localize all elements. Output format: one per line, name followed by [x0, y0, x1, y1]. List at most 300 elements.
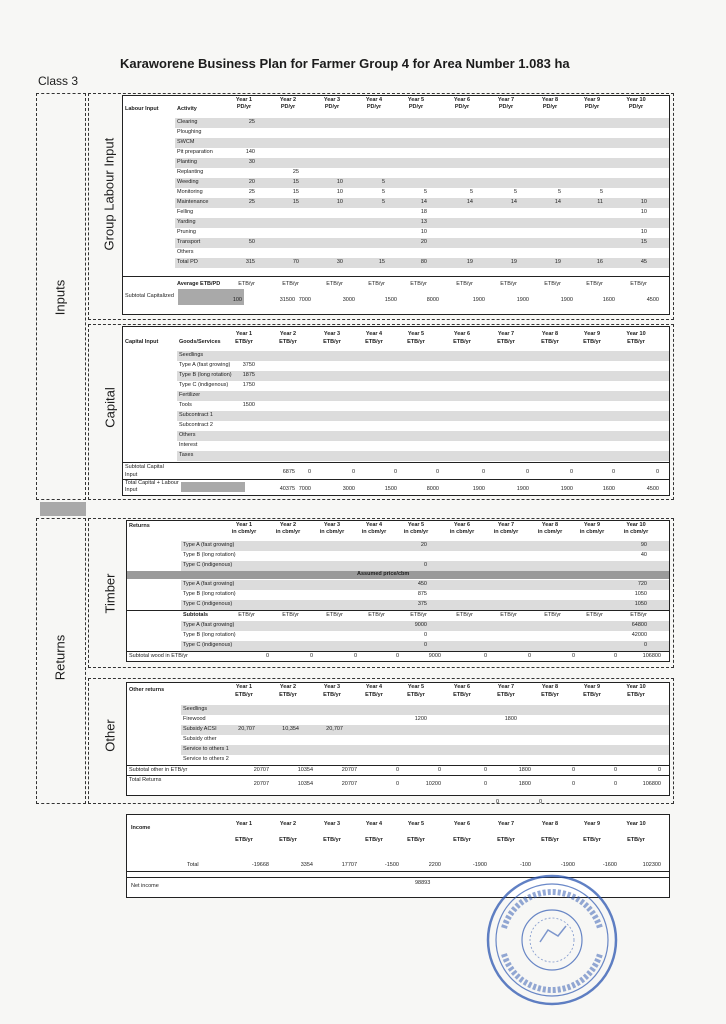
row-label: Subsidy ACSI: [183, 726, 217, 732]
row-label: Subcontract 2: [179, 422, 213, 428]
subtotal-value: 3000: [342, 297, 355, 303]
year-header: Year 5: [407, 522, 425, 528]
row-label: Pruning: [177, 229, 196, 235]
year-header: Year 5: [407, 684, 425, 690]
unit-header: ETB/yr: [365, 339, 383, 345]
unit-header: ETB/yr: [279, 692, 297, 698]
unit-header: in cbm/yr: [623, 529, 649, 535]
unit-header: ETB/yr: [365, 837, 383, 843]
row-value: 30: [248, 159, 255, 165]
unit-header: ETB/yr: [627, 339, 645, 345]
row-value: 64800: [631, 622, 647, 628]
row-label: Yarding: [177, 219, 196, 225]
row-value: 40: [640, 552, 647, 558]
row-label: Seedlings: [183, 706, 208, 712]
unit-header: ETB/yr: [365, 692, 383, 698]
subtotal-value: 0: [353, 653, 357, 659]
year-header: Year 3: [323, 522, 341, 528]
unit-header: ETB/yr: [627, 692, 645, 698]
row-value: 10: [640, 229, 647, 235]
row-value: 10: [336, 189, 343, 195]
subtotals-unit: ETB/yr: [500, 612, 517, 618]
year-header: Year 9: [583, 522, 601, 528]
year-header: Year 3: [323, 97, 341, 103]
total-capital-box: [181, 482, 245, 492]
row-label: Type C (indigenous): [179, 382, 229, 388]
unit-header: in cbm/yr: [319, 529, 345, 535]
row-value: 15: [292, 179, 299, 185]
row-label: Type C (indigenous): [183, 601, 233, 607]
unit-header: in cbm/yr: [579, 529, 605, 535]
row-value: 10: [420, 229, 427, 235]
row-value: 10: [640, 199, 647, 205]
avg-label: Average ETB/PD: [177, 281, 221, 287]
row-value: 30: [336, 259, 343, 265]
row-value: 42000: [631, 632, 647, 638]
subtotals-unit: ETB/yr: [410, 612, 427, 618]
total-value: 7000: [298, 486, 311, 492]
table-row: [181, 745, 669, 755]
unit-header: PD/yr: [628, 104, 644, 110]
avg-unit: ETB/yr: [630, 281, 647, 287]
subtotal-capitalized-label: Subtotal Capitalized: [125, 293, 174, 299]
timber-label: Timber: [102, 573, 118, 614]
row-value: 315: [245, 259, 255, 265]
subtotal-value: 0: [481, 469, 485, 475]
page-title: Karaworene Business Plan for Farmer Group 4 for Area Number 1.083 ha: [120, 56, 570, 71]
other-returns-table: [126, 682, 670, 796]
unit-header: ETB/yr: [407, 692, 425, 698]
row-value: 90: [640, 542, 647, 548]
row-value: 5: [381, 179, 385, 185]
goods-header: Goods/Services: [179, 339, 221, 345]
row-value: 25: [248, 119, 255, 125]
row-label: Transport: [177, 239, 201, 245]
subtotal-value: 8000: [426, 297, 439, 303]
row-value: 50: [248, 239, 255, 245]
official-stamp: [482, 870, 622, 1010]
year-header: Year 5: [407, 97, 425, 103]
row-label: Others: [179, 432, 196, 438]
row-value: 19: [466, 259, 473, 265]
year-header: Year 5: [407, 821, 425, 827]
subtotals-unit: ETB/yr: [238, 612, 255, 618]
row-value: 1875: [242, 372, 255, 378]
row-value: 15: [292, 189, 299, 195]
total-value: 40375: [279, 486, 295, 492]
subtotal-value: 1900: [560, 297, 573, 303]
unit-header: PD/yr: [280, 104, 296, 110]
row-label: Type B (long rotation): [183, 591, 236, 597]
row-value: 16: [596, 259, 603, 265]
unit-header: ETB/yr: [541, 339, 559, 345]
year-header: Year 4: [365, 684, 383, 690]
row-label: Maintenance: [177, 199, 209, 205]
year-header: Year 1: [235, 331, 253, 337]
unit-header: ETB/yr: [583, 837, 601, 843]
row-value: 10: [336, 179, 343, 185]
unit-header: in cbm/yr: [449, 529, 475, 535]
total-value: 20707: [341, 781, 357, 787]
unit-header: ETB/yr: [497, 837, 515, 843]
subtotal-value: 1900: [516, 297, 529, 303]
year-header: Year 3: [323, 821, 341, 827]
year-header: Year 8: [541, 97, 559, 103]
income-total-value: -1500: [384, 862, 399, 868]
row-label: Others: [177, 249, 194, 255]
subtotal-value: 0: [351, 469, 355, 475]
unit-header: ETB/yr: [583, 339, 601, 345]
unit-header: PD/yr: [408, 104, 424, 110]
year-header: Year 7: [497, 684, 515, 690]
year-header: Year 1: [235, 522, 253, 528]
unit-header: ETB/yr: [453, 837, 471, 843]
unit-header: ETB/yr: [235, 692, 253, 698]
row-value: 1050: [634, 591, 647, 597]
unit-header: ETB/yr: [323, 692, 341, 698]
row-value: 45: [640, 259, 647, 265]
total-value: 4500: [646, 486, 659, 492]
subtotal-value: 0: [613, 653, 617, 659]
subtotal-value: 1800: [518, 767, 531, 773]
row-value: 70: [292, 259, 299, 265]
total-value: 0: [395, 781, 399, 787]
other-subtotal-label: Subtotal other in ETB/yr: [129, 767, 188, 773]
subtotal-value: 1900: [472, 297, 485, 303]
row-value: 14: [466, 199, 473, 205]
row-value: 5: [469, 189, 473, 195]
subtotals-unit: ETB/yr: [456, 612, 473, 618]
row-label: Total PD: [177, 259, 198, 265]
year-header: Year 6: [453, 821, 471, 827]
row-label: Type B (long rotation): [183, 632, 236, 638]
income-total-value: 102300: [642, 862, 661, 868]
avg-unit: ETB/yr: [410, 281, 427, 287]
table-row: [175, 128, 669, 138]
row-label: Type A (fast growing): [183, 542, 235, 548]
subtotal-value: 0: [435, 469, 439, 475]
unit-header: ETB/yr: [235, 837, 253, 843]
year-header: Year 4: [365, 331, 383, 337]
row-value: 5: [381, 199, 385, 205]
year-header: Year 10: [626, 821, 646, 827]
row-value: 0: [423, 562, 427, 568]
unit-header: PD/yr: [324, 104, 340, 110]
row-value: 19: [510, 259, 517, 265]
unit-header: ETB/yr: [407, 339, 425, 345]
total-value: 20707: [253, 781, 269, 787]
row-value: 0: [423, 632, 427, 638]
subtotal-value: 0: [393, 469, 397, 475]
year-header: Year 2: [279, 684, 297, 690]
subtotal-value: 20707: [341, 767, 357, 773]
row-value: 5: [381, 189, 385, 195]
income-label: Income: [131, 825, 151, 831]
subtotal-value: 1600: [602, 297, 615, 303]
row-label: Pit preparation: [177, 149, 213, 155]
subtotal-value: 0: [307, 469, 311, 475]
subtotal-value: 0: [395, 767, 399, 773]
subtotal-value: 0: [483, 767, 487, 773]
row-label: Type A (fast growing): [183, 581, 235, 587]
unit-header: ETB/yr: [583, 692, 601, 698]
unit-header: ETB/yr: [627, 837, 645, 843]
row-value: 375: [417, 601, 427, 607]
year-header: Year 1: [235, 821, 253, 827]
row-value: 15: [292, 199, 299, 205]
table-row: [181, 755, 669, 765]
net-income-label: Net income: [131, 883, 159, 889]
row-value: 14: [510, 199, 517, 205]
row-label: Seedlings: [179, 352, 204, 358]
subtotal-value: 0: [569, 469, 573, 475]
timber-corner: Returns: [129, 523, 150, 529]
row-value: 3750: [242, 362, 255, 368]
total-value: 1500: [384, 486, 397, 492]
row-value: 15: [640, 239, 647, 245]
total-value: 10200: [425, 781, 441, 787]
subtotals-unit: ETB/yr: [326, 612, 343, 618]
avg-unit: ETB/yr: [500, 281, 517, 287]
row-value: 9000: [414, 622, 427, 628]
row-value: 25: [292, 169, 299, 175]
row-label: Service to others 2: [183, 756, 229, 762]
other-label: Other: [102, 719, 118, 752]
table-row: [177, 451, 669, 461]
unit-header: PD/yr: [542, 104, 558, 110]
subtotal-value: 9000: [428, 653, 441, 659]
unit-header: ETB/yr: [279, 339, 297, 345]
subtotal-value: 10354: [297, 767, 313, 773]
unit-header: in cbm/yr: [231, 529, 257, 535]
subtotal-value: 0: [613, 767, 617, 773]
total-value: 1900: [560, 486, 573, 492]
row-value: 5: [513, 189, 517, 195]
subtotal-value: 0: [611, 469, 615, 475]
subtotal-value: 0: [483, 653, 487, 659]
row-value: 20: [420, 239, 427, 245]
row-value: 1200: [414, 716, 427, 722]
row-value: 20,707: [238, 726, 255, 732]
total-value: 1900: [472, 486, 485, 492]
year-header: Year 3: [323, 684, 341, 690]
below-value-1: 0: [496, 799, 500, 805]
unit-header: in cbm/yr: [403, 529, 429, 535]
inputs-label: Inputs: [52, 279, 68, 316]
row-label: Ploughing: [177, 129, 202, 135]
row-label: Taxes: [179, 452, 194, 458]
year-header: Year 2: [279, 97, 297, 103]
row-label: Replanting: [177, 169, 204, 175]
year-header: Year 8: [541, 821, 559, 827]
unit-header: ETB/yr: [497, 692, 515, 698]
total-value: 1600: [602, 486, 615, 492]
avg-unit: ETB/yr: [586, 281, 603, 287]
row-value: 1750: [242, 382, 255, 388]
row-value: 1050: [634, 601, 647, 607]
year-header: Year 10: [626, 97, 646, 103]
row-label: Interest: [179, 442, 198, 448]
row-value: 25: [248, 189, 255, 195]
row-value: 25: [248, 199, 255, 205]
year-header: Year 6: [453, 331, 471, 337]
year-header: Year 7: [497, 821, 515, 827]
income-total-label: Total: [187, 862, 199, 868]
year-header: Year 10: [626, 331, 646, 337]
year-header: Year 7: [497, 97, 515, 103]
returns-label: Returns: [52, 634, 68, 681]
subtotal-value: 0: [571, 767, 575, 773]
row-value: 10: [336, 199, 343, 205]
unit-header: ETB/yr: [235, 339, 253, 345]
year-header: Year 1: [235, 684, 253, 690]
income-total-value: -19668: [251, 862, 269, 868]
year-header: Year 10: [626, 684, 646, 690]
unit-header: ETB/yr: [279, 837, 297, 843]
row-label: Weeding: [177, 179, 199, 185]
total-returns-label: Total Returns: [129, 777, 162, 783]
year-header: Year 4: [365, 97, 383, 103]
row-label: Type C (indigenous): [183, 562, 233, 568]
subtotals-unit: ETB/yr: [630, 612, 647, 618]
row-value: 80: [420, 259, 427, 265]
total-value: 3000: [342, 486, 355, 492]
subtotal-value: 1500: [384, 297, 397, 303]
subtotal-value: 0: [309, 653, 313, 659]
row-value: 15: [378, 259, 385, 265]
row-value: 1800: [504, 716, 517, 722]
subtotals-unit: ETB/yr: [368, 612, 385, 618]
year-header: Year 7: [497, 331, 515, 337]
total-value: 0: [571, 781, 575, 787]
row-value: 720: [637, 581, 647, 587]
row-value: 1500: [242, 402, 255, 408]
capital-table: [122, 326, 670, 496]
class-label: Class 3: [38, 74, 79, 88]
unit-header: in cbm/yr: [361, 529, 387, 535]
row-label: Type B (long rotation): [183, 552, 236, 558]
row-value: 140: [245, 149, 255, 155]
total-value: 10354: [297, 781, 313, 787]
row-value: 20: [248, 179, 255, 185]
year-header: Year 8: [541, 522, 559, 528]
subtotals-unit: ETB/yr: [544, 612, 561, 618]
capital-label: Capital: [102, 387, 118, 428]
year-header: Year 2: [279, 821, 297, 827]
year-header: Year 6: [453, 97, 471, 103]
row-value: 10,354: [282, 726, 299, 732]
income-total-value: -1900: [560, 862, 575, 868]
row-label: Monitoring: [177, 189, 203, 195]
year-header: Year 9: [583, 821, 601, 827]
year-header: Year 3: [323, 331, 341, 337]
table-row: [181, 735, 669, 745]
row-value: 20: [420, 542, 427, 548]
total-value: 1800: [518, 781, 531, 787]
row-label: Service to others 1: [183, 746, 229, 752]
avg-unit: ETB/yr: [456, 281, 473, 287]
unit-header: ETB/yr: [497, 339, 515, 345]
unit-header: PD/yr: [584, 104, 600, 110]
unit-header: ETB/yr: [407, 837, 425, 843]
row-value: 5: [423, 189, 427, 195]
subtotal-value: 0: [571, 653, 575, 659]
income-total-value: 2200: [428, 862, 441, 868]
row-value: 13: [420, 219, 427, 225]
unit-header: in cbm/yr: [493, 529, 519, 535]
avg-value: 100: [232, 297, 242, 303]
row-value: 450: [417, 581, 427, 587]
year-header: Year 4: [365, 821, 383, 827]
unit-header: ETB/yr: [541, 837, 559, 843]
row-value: 10: [640, 209, 647, 215]
subtotal-value: 0: [525, 469, 529, 475]
avg-unit: ETB/yr: [368, 281, 385, 287]
total-value: 106800: [642, 781, 661, 787]
labour-corner: Labour Input: [125, 106, 159, 112]
year-header: Year 8: [541, 331, 559, 337]
income-total-value: -1900: [472, 862, 487, 868]
total-value: 8000: [426, 486, 439, 492]
total-value: 1900: [516, 486, 529, 492]
income-total-value: 3354: [300, 862, 313, 868]
total-value: 0: [483, 781, 487, 787]
row-value: 0: [643, 642, 647, 648]
capital-subtotal-label: Subtotal Capital Input: [125, 464, 164, 478]
year-header: Year 4: [365, 522, 383, 528]
net-income-value: 98893: [415, 880, 431, 886]
year-header: Year 9: [583, 97, 601, 103]
price-banner: Assumed price/cbm: [357, 571, 410, 577]
row-value: 11: [597, 199, 603, 205]
group-labour-label: Group Labour Input: [101, 137, 117, 251]
below-value-2: 0: [539, 799, 543, 805]
activity-header: Activity: [177, 106, 197, 112]
unit-header: in cbm/yr: [537, 529, 563, 535]
subtotal-value: 7000: [298, 297, 311, 303]
unit-header: ETB/yr: [323, 339, 341, 345]
year-header: Year 5: [407, 331, 425, 337]
unit-header: ETB/yr: [323, 837, 341, 843]
total-value: 0: [613, 781, 617, 787]
unit-header: ETB/yr: [453, 339, 471, 345]
subtotal-value: 4500: [646, 297, 659, 303]
year-header: Year 10: [626, 522, 646, 528]
other-corner: Other returns: [129, 687, 165, 693]
row-label: Firewood: [183, 716, 206, 722]
avg-unit: ETB/yr: [544, 281, 561, 287]
unit-header: PD/yr: [236, 104, 252, 110]
row-label: Clearing: [177, 119, 198, 125]
row-label: SWCM: [177, 139, 195, 145]
row-label: Subsidy other: [183, 736, 217, 742]
subtotal-value: 0: [655, 469, 659, 475]
year-header: Year 9: [583, 684, 601, 690]
row-label: Felling: [177, 209, 194, 215]
year-header: Year 7: [497, 522, 515, 528]
subtotal-value: 0: [437, 767, 441, 773]
unit-header: in cbm/yr: [275, 529, 301, 535]
row-label: Planting: [177, 159, 197, 165]
subtotal-value: 0: [265, 653, 269, 659]
subtotal-value: 0: [657, 767, 661, 773]
unit-header: ETB/yr: [453, 692, 471, 698]
subtotal-value: 0: [395, 653, 399, 659]
row-label: Type B (long rotation): [179, 372, 232, 378]
unit-header: ETB/yr: [541, 692, 559, 698]
table-row: [177, 441, 669, 451]
table-row: [177, 411, 669, 421]
